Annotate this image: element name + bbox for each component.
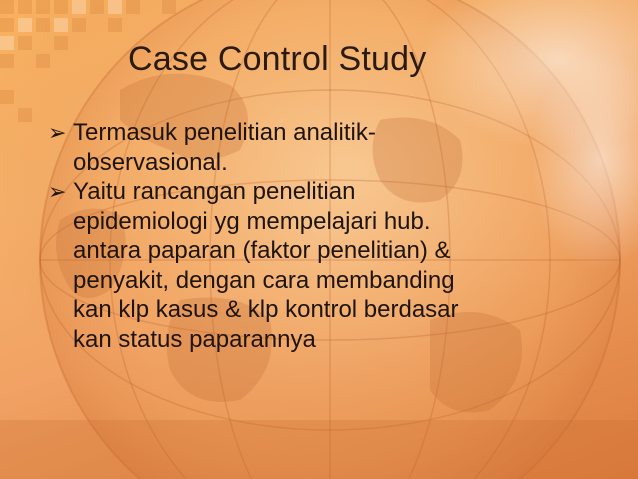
bullet-item-2 (48, 177, 608, 354)
bullet-list (48, 118, 608, 354)
bullet-text: Yaitu rancangan penelitian epidemiologi yg mempelajari hub. antara paparan (faktor penelitian) & penyakit, dengan cara membanding kan klp kasus & klp kontrol berdasar kan status paparannya (73, 178, 459, 353)
arrow-bullet-icon: ➢ (48, 179, 67, 204)
slide-title: Case Control Study (128, 40, 427, 78)
arrow-bullet-icon: ➢ (48, 120, 67, 145)
bullet-text: Termasuk penelitian analitik- observasional. (73, 119, 376, 176)
bullet-item-1 (48, 118, 608, 177)
